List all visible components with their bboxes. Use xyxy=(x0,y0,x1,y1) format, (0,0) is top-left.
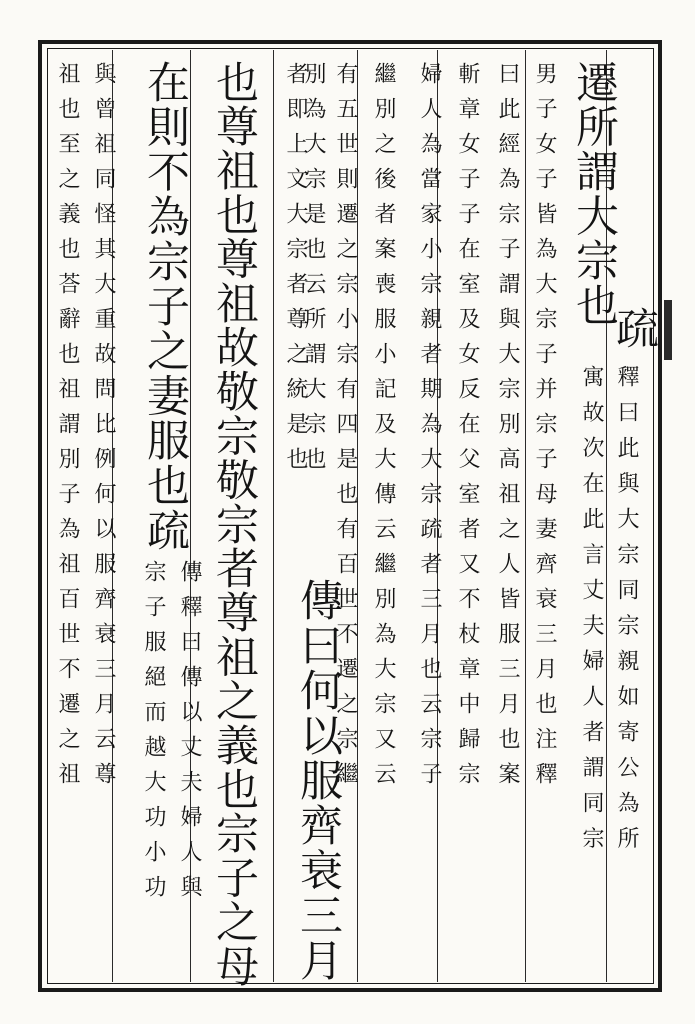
text-column-8 xyxy=(372,62,394,982)
column-text: 別為大宗是也云所謂大宗也 xyxy=(301,62,326,482)
column-text: 祖也至之義也荅辭也祖謂別子為祖百世不遷之祖 xyxy=(55,62,80,797)
column-text: 男子女子皆為大宗子并宗子母妻齊衰三月也注釋 xyxy=(532,62,557,797)
column-segment-big: 傳曰何以服齊衰三月 xyxy=(293,578,343,983)
column-segment-small: 釋曰此與大宗同宗親如寄公為所 xyxy=(614,365,639,862)
text-column-13-small xyxy=(178,560,200,980)
column-segment-small: 者即上文大宗者尊之統是也 xyxy=(283,62,308,482)
column-text: 寓故次在此言丈夫婦人者謂同宗 xyxy=(579,365,604,862)
text-column-3 xyxy=(580,365,602,965)
column-rule xyxy=(525,50,526,982)
text-column-14 xyxy=(142,560,164,980)
text-column-6 xyxy=(456,62,478,982)
column-rule xyxy=(273,50,274,982)
column-text: 也尊祖也尊祖故敬宗敬宗者尊祖之義也宗子之母 xyxy=(209,60,259,989)
column-text: 婦人為當家小宗親者期為大宗疏者三月也云宗子 xyxy=(417,62,442,797)
text-column-5 xyxy=(496,62,518,982)
column-text: 與曾祖同怪其大重故問比例何以服齊衰三月云尊 xyxy=(91,62,116,797)
text-column-7 xyxy=(418,62,440,982)
text-column-15 xyxy=(92,62,114,982)
text-column-12 xyxy=(209,60,259,989)
column-text: 宗子服絕而越大功小功 xyxy=(141,560,166,910)
column-text: 曰此經為宗子謂與大宗別高祖之人皆服三月也案 xyxy=(495,62,520,797)
text-column-11-big xyxy=(293,578,343,983)
text-column-2 xyxy=(615,365,637,965)
page-edge-mark xyxy=(664,300,672,360)
column-text: 繼別之後者案喪服小記及大傳云繼別為大宗又云 xyxy=(371,62,396,797)
text-column-4 xyxy=(533,62,555,982)
column-segment-small: 傳釋曰傳以丈夫婦人與 xyxy=(177,560,202,910)
column-segment-big: 疏 xyxy=(609,306,659,351)
column-text: 遷所謂大宗也 xyxy=(569,60,619,328)
text-column-16 xyxy=(56,62,78,982)
column-segment-big: 在則不為宗子之妻服也疏 xyxy=(140,60,190,553)
column-text: 斬章女子子在室及女反在父室者又不杖章中歸宗 xyxy=(455,62,480,797)
column-text: 有五世則遷之宗小宗有四是也有百世不遷之宗繼 xyxy=(333,62,358,797)
